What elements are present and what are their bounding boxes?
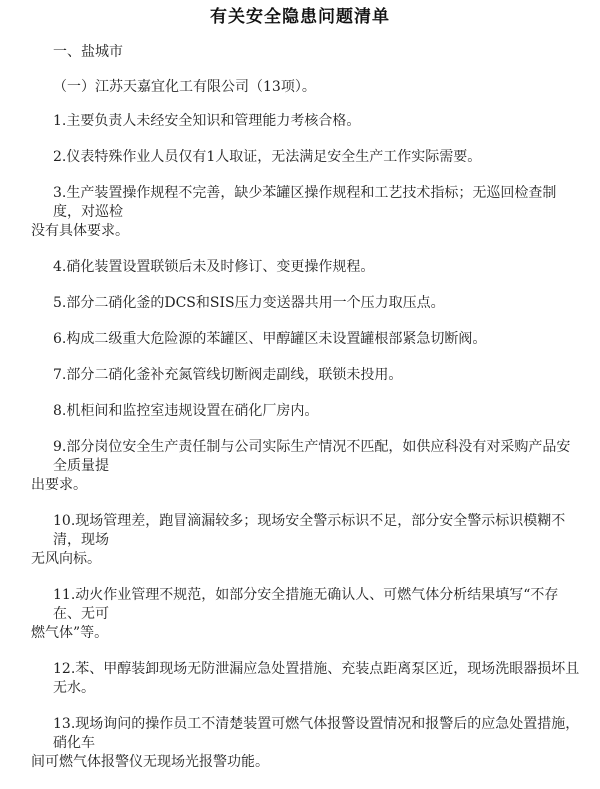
hazard-item-text: 10.现场管理差，跑冒滴漏较多；现场安全警示标识不足，部分安全警示标识模糊不清，现场 bbox=[53, 513, 566, 548]
hazard-item bbox=[53, 366, 583, 385]
hazard-item-text: 7.部分二硝化釜补充氮管线切断阀走副线，联锁未投用。 bbox=[53, 367, 403, 383]
hazard-item bbox=[31, 512, 583, 569]
hazard-item-text: 11.动火作业管理不规范，如部分安全措施无确认人、可燃气体分析结果填写“不存在、无可 bbox=[53, 587, 559, 622]
hazard-item-text: 2.仪表特殊作业人员仅有1人取证，无法满足安全生产工作实际需要。 bbox=[53, 149, 482, 165]
hazard-item-text: 5.部分二硝化釜的DCS和SIS压力变送器共用一个压力取压点。 bbox=[53, 295, 445, 311]
company-heading: （一）江苏天嘉宜化工有限公司（13项）。 bbox=[53, 79, 316, 95]
hazard-item-text: 13.现场询问的操作员工不清楚装置可燃气体报警设置情况和报警后的应急处置措施，硝化车 bbox=[53, 716, 580, 751]
hazard-item bbox=[31, 586, 583, 643]
hazard-item-continuation: 燃气体”等。 bbox=[31, 625, 109, 641]
hazard-item-text: 8.机柜间和监控室违规设置在硝化厂房内。 bbox=[53, 403, 319, 419]
hazard-item-text: 1.主要负责人未经安全知识和管理能力考核合格。 bbox=[53, 113, 361, 129]
hazard-item bbox=[53, 402, 583, 421]
hazard-item bbox=[53, 660, 583, 698]
hazard-item-text: 3.生产装置操作规程不完善，缺少苯罐区操作规程和工艺技术指标；无巡回检查制度，对巡检 bbox=[53, 185, 557, 220]
hazard-item-continuation: 无风向标。 bbox=[31, 551, 101, 567]
hazard-item bbox=[53, 258, 583, 277]
hazard-item bbox=[53, 294, 583, 313]
hazard-item-text: 12.苯、甲醇装卸现场无防泄漏应急处置措施、充装点距离泵区近，现场洗眼器损坏且无水。 bbox=[53, 661, 580, 696]
hazard-item bbox=[31, 438, 583, 495]
hazard-item-text: 6.构成二级重大危险源的苯罐区、甲醇罐区未设置罐根部紧急切断阀。 bbox=[53, 331, 487, 347]
document-title: 有关安全隐患问题清单 bbox=[210, 7, 390, 27]
hazard-item bbox=[53, 112, 583, 131]
hazard-item bbox=[31, 715, 583, 772]
hazard-list bbox=[31, 112, 583, 789]
hazard-item bbox=[53, 330, 583, 349]
hazard-item-text: 4.硝化装置设置联锁后未及时修订、变更操作规程。 bbox=[53, 259, 375, 275]
hazard-item bbox=[53, 148, 583, 167]
hazard-item-continuation: 间可燃气体报警仪无现场光报警功能。 bbox=[31, 754, 269, 770]
hazard-item bbox=[31, 184, 583, 241]
hazard-item-continuation: 没有具体要求。 bbox=[31, 223, 129, 239]
hazard-item-text: 9.部分岗位安全生产责任制与公司实际生产情况不匹配，如供应科没有对采购产品安全质量提 bbox=[53, 439, 571, 474]
section-heading: 一、盐城市 bbox=[53, 44, 123, 60]
hazard-item-continuation: 出要求。 bbox=[31, 477, 87, 493]
